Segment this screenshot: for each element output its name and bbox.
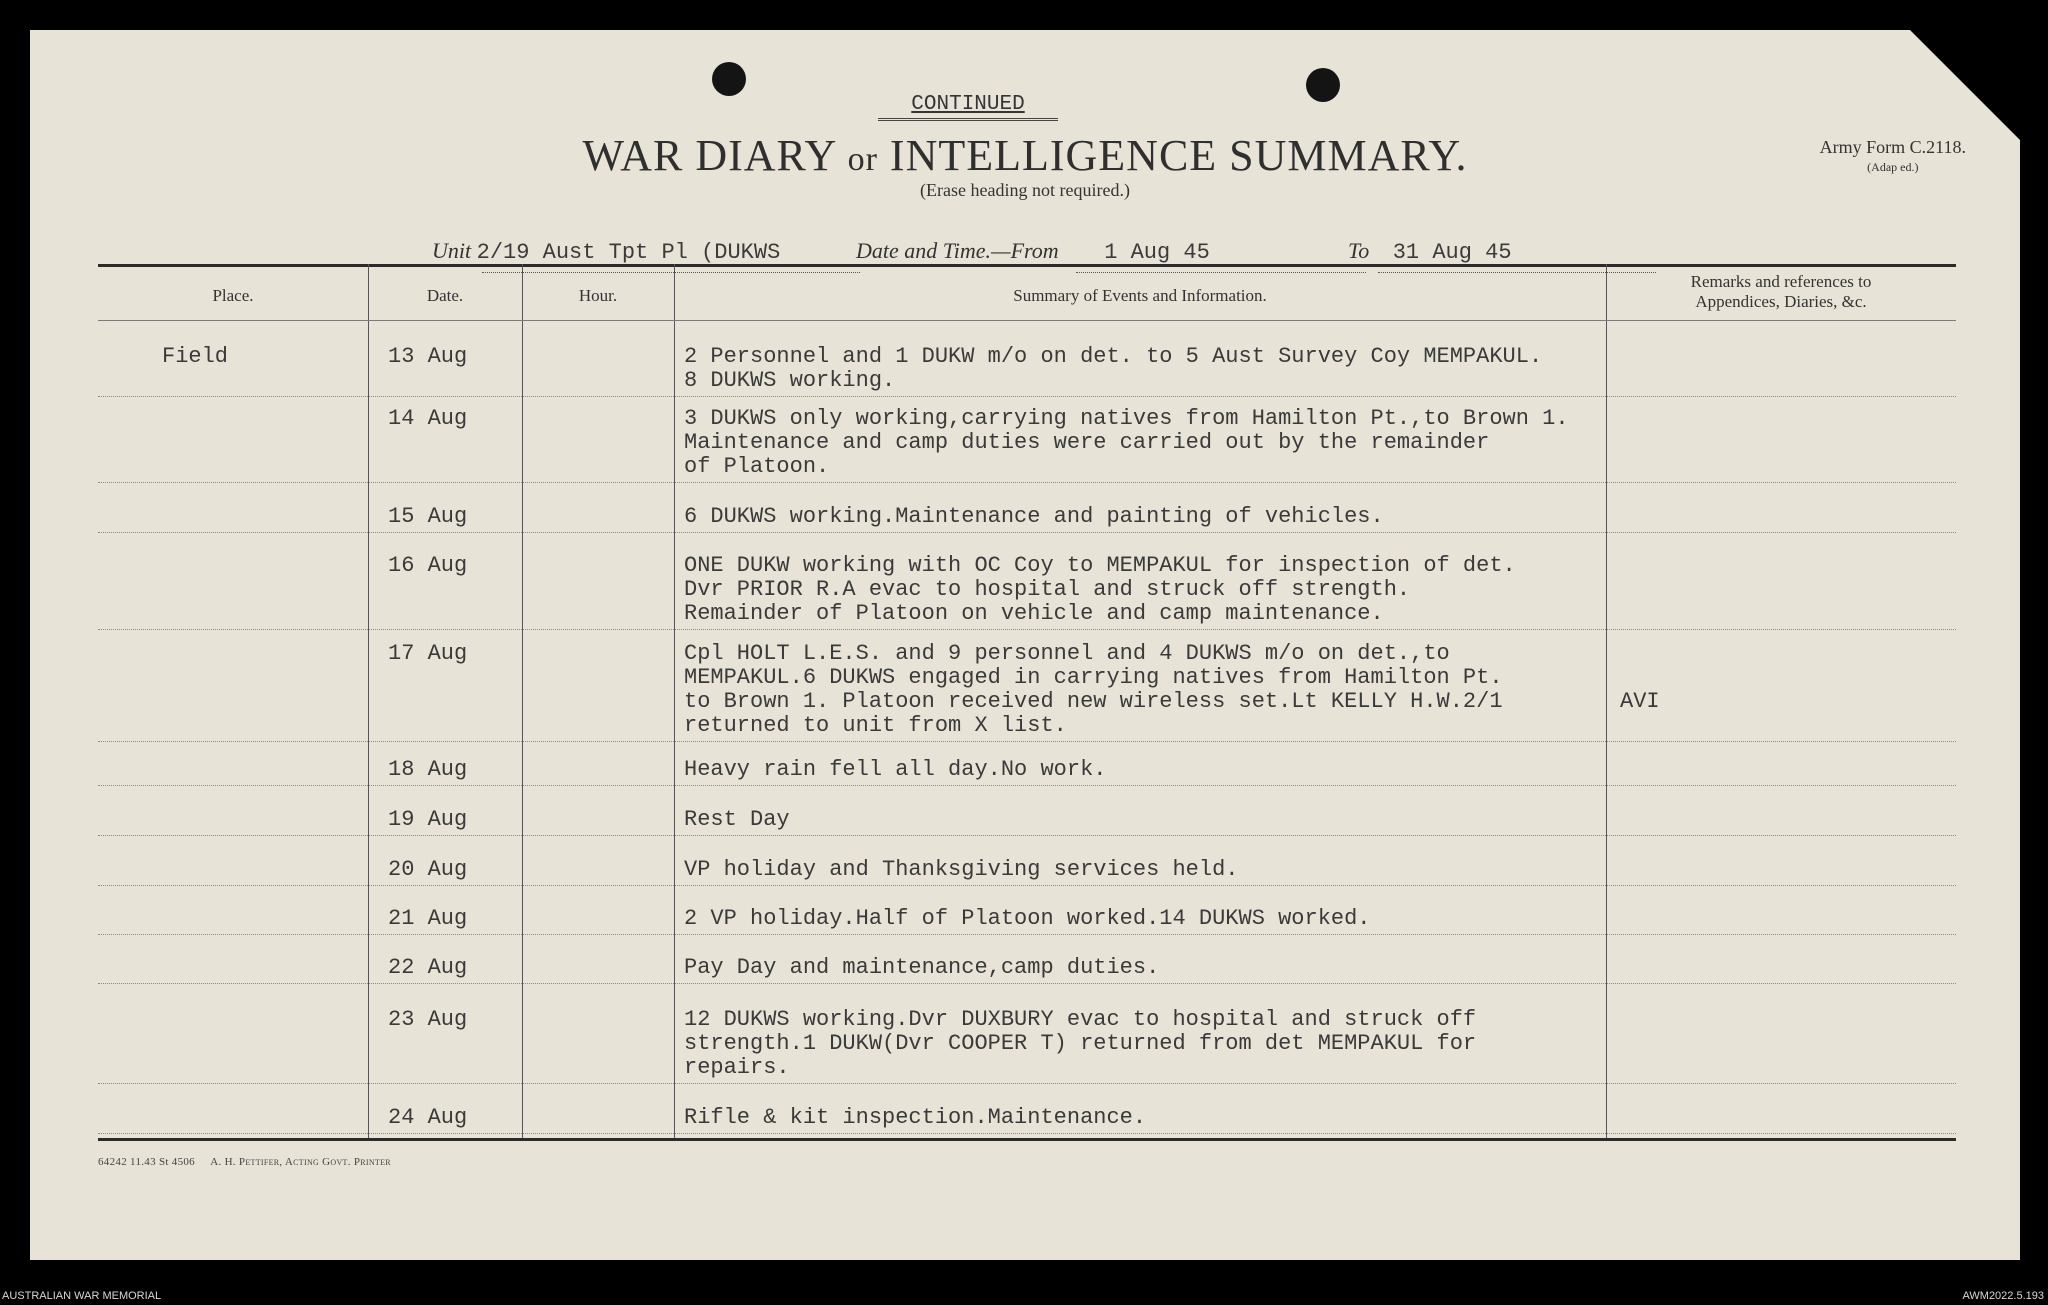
header-hour: Hour. [578,286,618,305]
header-remarks [1606,272,1956,312]
header-place: Place. [212,286,254,305]
date-from-field [856,238,1210,265]
title-or: or [847,141,878,178]
date-to-label: To [1348,238,1370,263]
header-rule [98,320,1956,321]
entry-rule [98,396,1956,397]
punch-hole-right [1306,68,1340,102]
entry-date: 21 Aug [388,906,468,931]
entry-summary: 3 DUKWS only working,carrying natives from Hamilton Pt.,to Brown 1. Maintenance and camp duties were carried out by the remainder of Platoon. [684,406,1569,479]
archive-caption-right: AWM2022.5.193 [1962,1290,2044,1302]
entry-rule [98,532,1956,533]
continued-underline [878,118,1058,121]
header-remarks-line2: Appendices, Diaries, &c. [1695,292,1867,311]
entry-summary: Heavy rain fell all day.No work. [684,757,1107,782]
army-form-number [1820,137,1966,175]
title-intelligence-summary: INTELLIGENCE SUMMARY. [889,131,1468,180]
entry-rule [98,885,1956,886]
date-to-field [1348,238,1512,265]
entry-summary: 2 VP holiday.Half of Platoon worked.14 DUKWS worked. [684,906,1371,931]
entry-place: Field [162,344,229,369]
entry-rule [98,629,1956,630]
entry-date: 22 Aug [388,955,468,980]
entry-date: 24 Aug [388,1105,468,1130]
table-bottom-rule [98,1138,1956,1141]
entry-date: 13 Aug [388,344,468,369]
unit-value: 2/19 Aust Tpt Pl (DUKWS [476,240,781,265]
entry-summary: Cpl HOLT L.E.S. and 9 personnel and 4 DUKWS m/o on det.,to MEMPAKUL.6 DUKWS engaged in carrying natives from Hamilton Pt. to Brown 1. Platoon received new wireless set.Lt KELLY H.W.2/1 returned to unit from X list. [684,641,1503,738]
document-subtitle: (Erase heading not required.) [920,180,1130,200]
entry-summary: Rifle & kit inspection.Maintenance. [684,1105,1147,1130]
printer-imprint [98,1156,391,1168]
entry-summary: Rest Day [684,807,790,832]
table-top-rule [98,264,1956,267]
entry-rule [98,1083,1956,1084]
entry-summary: 2 Personnel and 1 DUKW m/o on det. to 5 Aust Survey Coy MEMPAKUL. 8 DUKWS working. [684,344,1543,393]
entry-summary: ONE DUKW working with OC Coy to MEMPAKUL for inspection of det. Dvr PRIOR R.A evac to hospital and struck off strength. Remainder of Platoon on vehicle and camp maintenance. [684,553,1516,626]
entry-remarks: AVI [1620,689,1660,714]
entry-date: 14 Aug [388,406,468,431]
entry-summary: VP holiday and Thanksgiving services held. [684,857,1239,882]
diary-sheet [30,30,2020,1260]
punch-hole-left [712,62,746,96]
date-from-value: 1 Aug 45 [1104,240,1210,265]
entry-summary: Pay Day and maintenance,camp duties. [684,955,1160,980]
entry-date: 17 Aug [388,641,468,666]
entry-rule [98,934,1956,935]
header-date: Date. [426,286,464,305]
header-summary: Summary of Events and Information. [1013,286,1267,305]
continued-label: CONTINUED [911,93,1025,116]
entry-rule [98,835,1956,836]
unit-field [432,238,780,265]
folded-corner [1910,30,2020,140]
title-war-diary: WAR DIARY [582,131,836,180]
entry-rule [98,983,1956,984]
document-title [510,130,1540,181]
entry-rule [98,741,1956,742]
date-from-label: Date and Time.—From [856,238,1059,263]
entry-date: 16 Aug [388,553,468,578]
entry-rule [98,1133,1956,1134]
entry-rule [98,482,1956,483]
entry-date: 23 Aug [388,1007,468,1032]
date-to-value: 31 Aug 45 [1392,240,1512,265]
unit-label: Unit [432,238,472,263]
date-from-fill-line [1076,272,1366,273]
entry-date: 20 Aug [388,857,468,882]
archive-caption-left: AUSTRALIAN WAR MEMORIAL [2,1290,162,1302]
army-form-note: (Adap ed.) [1867,160,1919,174]
entry-date: 18 Aug [388,757,468,782]
header-remarks-line1: Remarks and references to [1690,272,1872,291]
entry-summary: 12 DUKWS working.Dvr DUXBURY evac to hospital and struck off strength.1 DUKW(Dvr COOPER T) returned from det MEMPAKUL for repairs. [684,1007,1477,1080]
entry-date: 19 Aug [388,807,468,832]
printer-name: A. H. Pettifer, Acting Govt. Printer [210,1156,391,1168]
entry-summary: 6 DUKWS working.Maintenance and painting of vehicles. [684,504,1384,529]
entry-date: 15 Aug [388,504,468,529]
army-form-label: Army Form C.2118. [1819,137,1966,157]
entry-rule [98,785,1956,786]
print-code: 64242 11.43 St 4506 [98,1156,195,1168]
unit-fill-line [482,272,860,273]
